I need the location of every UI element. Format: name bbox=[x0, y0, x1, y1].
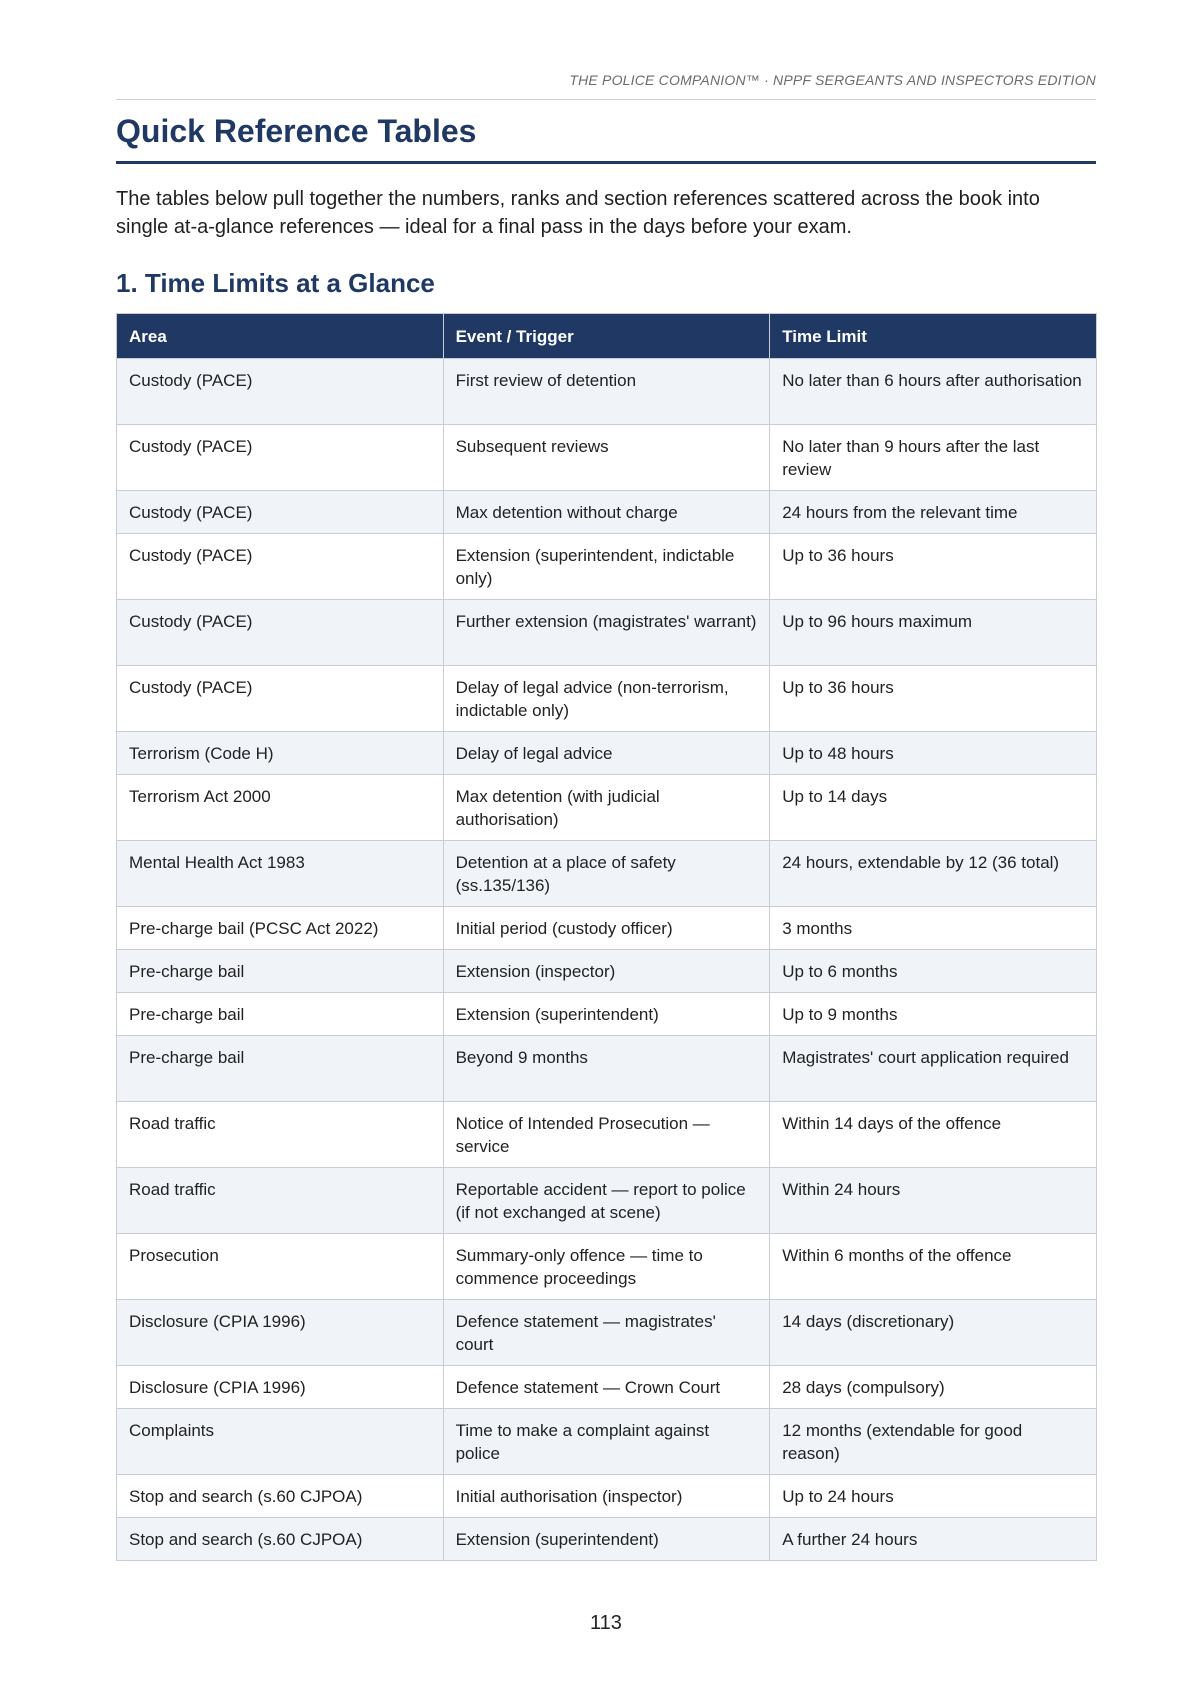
cell-area: Terrorism (Code H) bbox=[117, 732, 444, 775]
table-row bbox=[117, 666, 1097, 732]
cell-area: Mental Health Act 1983 bbox=[117, 841, 444, 907]
cell-area: Custody (PACE) bbox=[117, 534, 444, 600]
cell-time-limit: Within 6 months of the offence bbox=[770, 1234, 1097, 1300]
cell-area: Pre-charge bail bbox=[117, 993, 444, 1036]
cell-event: Initial period (custody officer) bbox=[443, 907, 770, 950]
page-title: Quick Reference Tables bbox=[116, 113, 477, 149]
cell-time-limit: Up to 48 hours bbox=[770, 732, 1097, 775]
cell-time-limit: Up to 36 hours bbox=[770, 666, 1097, 732]
cell-area: Custody (PACE) bbox=[117, 491, 444, 534]
cell-time-limit: 3 months bbox=[770, 907, 1097, 950]
cell-event: Subsequent reviews bbox=[443, 425, 770, 491]
cell-time-limit: Within 14 days of the offence bbox=[770, 1102, 1097, 1168]
intro-paragraph: The tables below pull together the numbers, ranks and section references scattered across the book into single at-a-glance references — ideal for a final pass in the days before your exam. bbox=[116, 188, 1040, 238]
cell-area: Road traffic bbox=[117, 1168, 444, 1234]
cell-event: Defence statement — Crown Court bbox=[443, 1366, 770, 1409]
cell-time-limit: Up to 14 days bbox=[770, 775, 1097, 841]
cell-time-limit: Up to 6 months bbox=[770, 950, 1097, 993]
cell-area: Complaints bbox=[117, 1409, 444, 1475]
cell-area: Road traffic bbox=[117, 1102, 444, 1168]
cell-event: Max detention (with judicial authorisation) bbox=[443, 775, 770, 841]
table-row bbox=[117, 993, 1097, 1036]
table-row bbox=[117, 732, 1097, 775]
table-row bbox=[117, 1475, 1097, 1518]
cell-event: Delay of legal advice bbox=[443, 732, 770, 775]
cell-time-limit: 24 hours, extendable by 12 (36 total) bbox=[770, 841, 1097, 907]
cell-event: Extension (superintendent) bbox=[443, 1518, 770, 1561]
cell-time-limit: Up to 9 months bbox=[770, 993, 1097, 1036]
table-row bbox=[117, 1366, 1097, 1409]
cell-area: Disclosure (CPIA 1996) bbox=[117, 1366, 444, 1409]
cell-area: Disclosure (CPIA 1996) bbox=[117, 1300, 444, 1366]
table-header-row bbox=[117, 314, 1097, 359]
table-row bbox=[117, 1036, 1097, 1102]
cell-area: Pre-charge bail (PCSC Act 2022) bbox=[117, 907, 444, 950]
table-row bbox=[117, 425, 1097, 491]
cell-area: Stop and search (s.60 CJPOA) bbox=[117, 1518, 444, 1561]
cell-time-limit: No later than 9 hours after the last review bbox=[770, 425, 1097, 491]
column-header-area: Area bbox=[117, 314, 444, 359]
cell-time-limit: Up to 36 hours bbox=[770, 534, 1097, 600]
cell-area: Pre-charge bail bbox=[117, 950, 444, 993]
table-row bbox=[117, 534, 1097, 600]
cell-event: Notice of Intended Prosecution — service bbox=[443, 1102, 770, 1168]
cell-time-limit: 14 days (discretionary) bbox=[770, 1300, 1097, 1366]
title-underline bbox=[116, 161, 1096, 164]
cell-time-limit: A further 24 hours bbox=[770, 1518, 1097, 1561]
cell-time-limit: Up to 96 hours maximum bbox=[770, 600, 1097, 666]
table-row bbox=[117, 1102, 1097, 1168]
cell-event: Defence statement — magistrates' court bbox=[443, 1300, 770, 1366]
cell-event: Further extension (magistrates' warrant) bbox=[443, 600, 770, 666]
time-limits-table bbox=[116, 313, 1097, 1561]
cell-event: Beyond 9 months bbox=[443, 1036, 770, 1102]
table-row bbox=[117, 775, 1097, 841]
running-header: THE POLICE COMPANION™ · NPPF SERGEANTS AND INSPECTORS EDITION bbox=[569, 72, 1096, 88]
cell-event: Reportable accident — report to police (if not exchanged at scene) bbox=[443, 1168, 770, 1234]
cell-area: Custody (PACE) bbox=[117, 425, 444, 491]
cell-area: Custody (PACE) bbox=[117, 359, 444, 425]
table-row bbox=[117, 841, 1097, 907]
section-heading: 1. Time Limits at a Glance bbox=[116, 268, 435, 298]
cell-area: Prosecution bbox=[117, 1234, 444, 1300]
cell-time-limit: 12 months (extendable for good reason) bbox=[770, 1409, 1097, 1475]
table-row bbox=[117, 1518, 1097, 1561]
page-number: 113 bbox=[590, 1612, 622, 1634]
cell-area: Terrorism Act 2000 bbox=[117, 775, 444, 841]
cell-event: Extension (inspector) bbox=[443, 950, 770, 993]
cell-time-limit: 24 hours from the relevant time bbox=[770, 491, 1097, 534]
table-row bbox=[117, 1409, 1097, 1475]
cell-event: First review of detention bbox=[443, 359, 770, 425]
cell-event: Summary-only offence — time to commence proceedings bbox=[443, 1234, 770, 1300]
table-row bbox=[117, 359, 1097, 425]
cell-event: Extension (superintendent, indictable only) bbox=[443, 534, 770, 600]
cell-area: Custody (PACE) bbox=[117, 600, 444, 666]
column-header-event: Event / Trigger bbox=[443, 314, 770, 359]
column-header-time-limit: Time Limit bbox=[770, 314, 1097, 359]
cell-event: Time to make a complaint against police bbox=[443, 1409, 770, 1475]
cell-area: Pre-charge bail bbox=[117, 1036, 444, 1102]
cell-time-limit: Up to 24 hours bbox=[770, 1475, 1097, 1518]
cell-event: Detention at a place of safety (ss.135/136) bbox=[443, 841, 770, 907]
table-row bbox=[117, 1168, 1097, 1234]
cell-time-limit: Magistrates' court application required bbox=[770, 1036, 1097, 1102]
cell-event: Max detention without charge bbox=[443, 491, 770, 534]
cell-time-limit: No later than 6 hours after authorisation bbox=[770, 359, 1097, 425]
cell-event: Extension (superintendent) bbox=[443, 993, 770, 1036]
table-row bbox=[117, 1234, 1097, 1300]
cell-time-limit: 28 days (compulsory) bbox=[770, 1366, 1097, 1409]
table-row bbox=[117, 950, 1097, 993]
header-divider bbox=[116, 99, 1096, 100]
cell-area: Stop and search (s.60 CJPOA) bbox=[117, 1475, 444, 1518]
table-row bbox=[117, 491, 1097, 534]
table-row bbox=[117, 907, 1097, 950]
cell-time-limit: Within 24 hours bbox=[770, 1168, 1097, 1234]
cell-event: Initial authorisation (inspector) bbox=[443, 1475, 770, 1518]
cell-event: Delay of legal advice (non-terrorism, indictable only) bbox=[443, 666, 770, 732]
table-row bbox=[117, 600, 1097, 666]
table-row bbox=[117, 1300, 1097, 1366]
cell-area: Custody (PACE) bbox=[117, 666, 444, 732]
